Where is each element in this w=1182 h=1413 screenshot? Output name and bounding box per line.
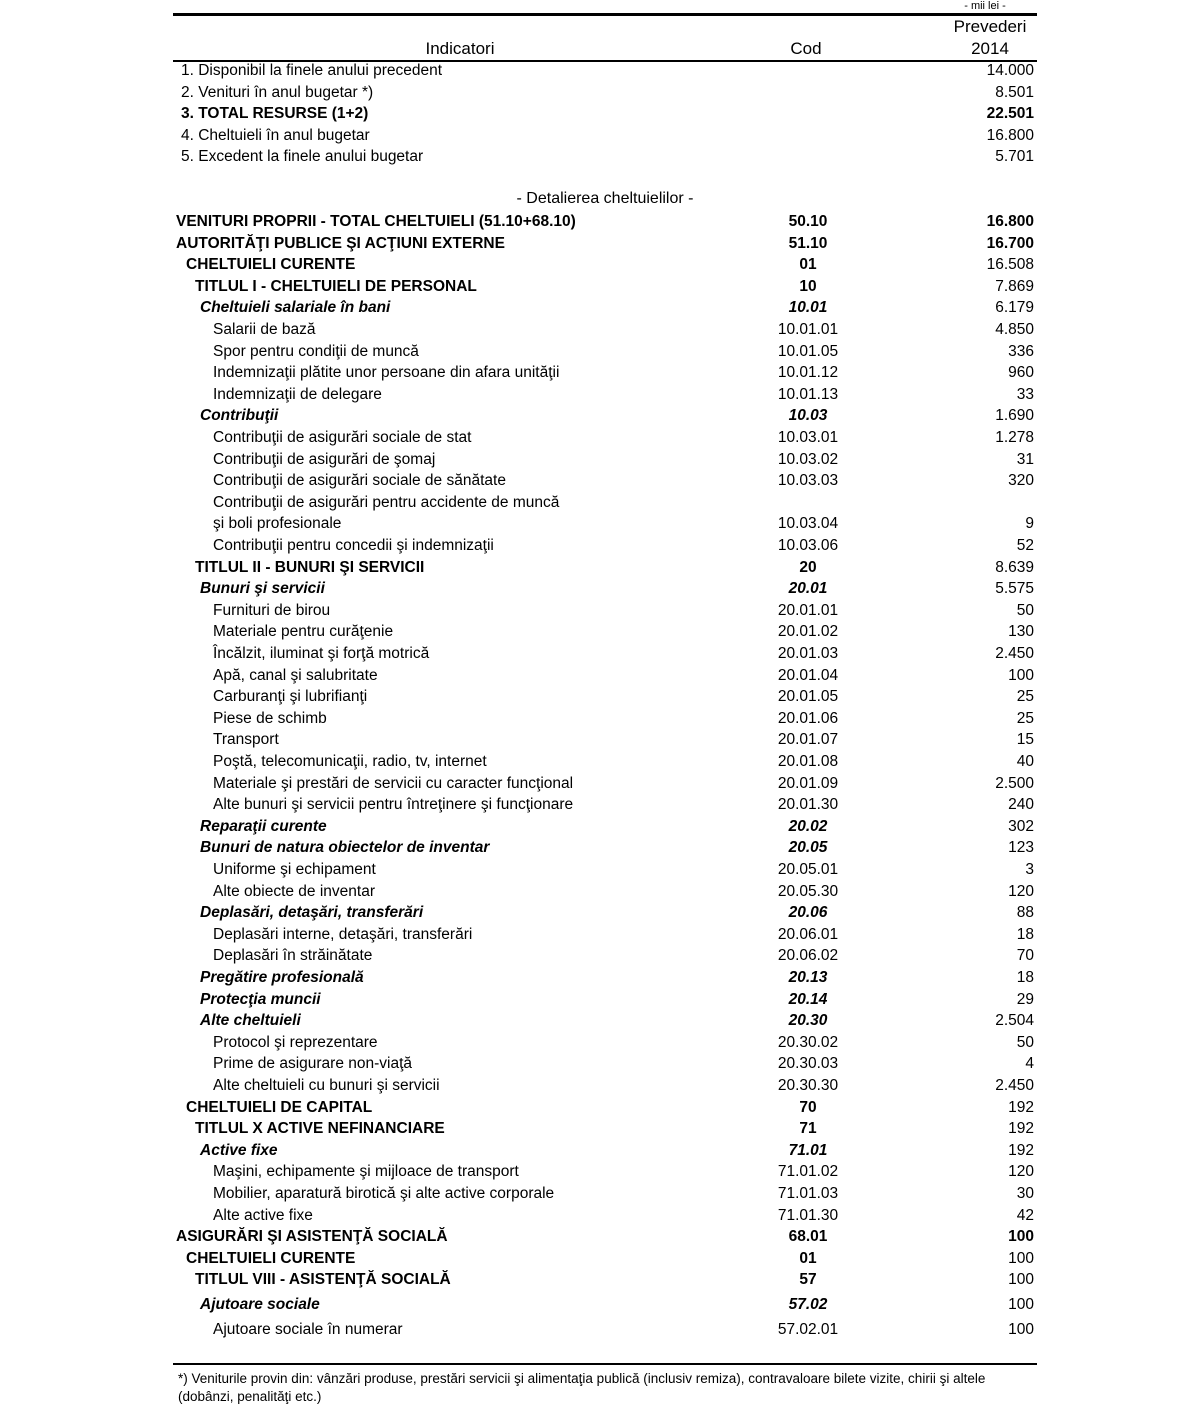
table-row (0, 1270, 1182, 1292)
row-label: Transport (213, 731, 279, 749)
row-label: Contribuţii (200, 407, 279, 425)
row-label: şi boli profesionale (213, 515, 342, 533)
row-value: 18 (1016, 969, 1034, 986)
row-label: 4. Cheltuieli în anul bugetar (181, 126, 370, 144)
row-label: Reparaţii curente (200, 817, 327, 835)
table-row (0, 558, 1182, 580)
row-value: 120 (1008, 882, 1034, 900)
table-row (0, 1054, 1182, 1076)
row-label: VENITURI PROPRII - TOTAL CHELTUIELI (51.10+68.10) (176, 213, 576, 230)
table-row (0, 1033, 1182, 1055)
table-row (0, 363, 1182, 385)
row-value: 2.504 (995, 1012, 1034, 1030)
row-value: 192 (1008, 1120, 1034, 1138)
row-code: 71.01 (788, 1141, 828, 1159)
table-row (0, 104, 1182, 126)
row-value: 31 (1016, 450, 1034, 468)
row-label: Deplasări în străinătate (213, 947, 373, 965)
row-label: Mobilier, aparatură birotică şi alte active corporale (213, 1185, 555, 1202)
table-row (0, 320, 1182, 342)
row-value: 18 (1016, 925, 1034, 943)
row-code: 20.30.02 (777, 1033, 839, 1051)
row-code: 20.01.30 (777, 796, 839, 814)
row-code: 20.05 (788, 839, 828, 857)
row-label: Deplasări, detaşări, transferări (200, 904, 424, 922)
row-label: Materiale şi prestări de servicii cu caracter funcţional (213, 774, 574, 792)
row-label: Carburanţi şi lubrifianţi (213, 688, 368, 706)
row-code: 20.01.08 (777, 753, 839, 770)
row-code: 01 (799, 1249, 817, 1267)
row-code: 20.05.01 (777, 861, 839, 878)
row-value: 302 (1008, 817, 1034, 835)
table-row (0, 860, 1182, 882)
row-value: 8.639 (995, 558, 1034, 576)
row-label: Alte bunuri şi servicii pentru întreţinere şi funcţionare (213, 796, 574, 814)
row-code: 20.01.03 (777, 645, 839, 662)
table-row (0, 1076, 1182, 1098)
row-code: 10.03.01 (777, 429, 839, 446)
footnote: *) Veniturile provin din: vânzări produse, prestări servicii şi alimentaţia publică (inclusiv remiza), contravaloare bilete vizite, chirii şi altele (dobânzi, penalităţi etc.) (178, 1371, 986, 1404)
table-row (0, 601, 1182, 623)
row-label: TITLUL I - CHELTUIELI DE PERSONAL (195, 277, 477, 295)
table-row (0, 1011, 1182, 1033)
row-code: 20.01.06 (777, 709, 839, 727)
table-row (0, 903, 1182, 925)
row-code: 10.03 (788, 407, 828, 425)
table-row (0, 990, 1182, 1012)
row-value: 42 (1016, 1206, 1034, 1224)
row-value: 50 (1016, 1033, 1034, 1051)
row-code: 10.01.05 (777, 342, 839, 360)
row-label: Încălzit, iluminat şi forţă motrică (213, 645, 430, 662)
row-value: 123 (1008, 839, 1034, 857)
row-code: 20.30.03 (777, 1055, 839, 1073)
table-row (0, 817, 1182, 839)
row-label: Uniforme şi echipament (213, 861, 376, 878)
table-row (0, 406, 1182, 428)
row-value: 100 (1008, 666, 1034, 684)
unit-note: - mii lei - (964, 0, 1006, 12)
table-row (0, 234, 1182, 256)
row-value: 88 (1016, 904, 1034, 922)
row-code: 71.01.02 (777, 1163, 839, 1181)
row-code: 10.03.04 (777, 515, 839, 533)
row-code: 57 (799, 1271, 817, 1289)
bottom-rule (173, 1363, 1037, 1365)
table-row (0, 212, 1182, 234)
row-code: 20.06 (788, 904, 828, 922)
row-code: 20.13 (788, 969, 828, 986)
row-label: Prime de asigurare non-viaţă (213, 1055, 413, 1073)
row-code: 20.02 (788, 817, 828, 835)
row-label: Contribuţii de asigurări de şomaj (213, 450, 436, 468)
row-label: 3. TOTAL RESURSE (1+2) (181, 105, 369, 123)
row-label: Bunuri de natura obiectelor de inventar (200, 839, 490, 857)
header-indicators: Indicatori (425, 39, 495, 58)
table-row (0, 385, 1182, 407)
row-value: 50 (1016, 601, 1034, 619)
row-code: 20.14 (788, 990, 828, 1008)
row-label: Alte cheltuieli (200, 1012, 301, 1030)
table-row (0, 1295, 1182, 1317)
row-value: 100 (1008, 1320, 1034, 1338)
row-value: 8.501 (995, 83, 1034, 101)
table-row (0, 536, 1182, 558)
table-row (0, 687, 1182, 709)
table-row (0, 514, 1182, 536)
row-label: Ajutoare sociale (200, 1296, 320, 1313)
header-forecast-line1: Prevederi (953, 17, 1027, 36)
table-row (0, 795, 1182, 817)
section-title: - Detalierea cheltuielilor - (516, 190, 694, 207)
row-code: 20.01.01 (777, 601, 839, 619)
row-code: 01 (799, 256, 817, 274)
row-label: Protocol şi reprezentare (213, 1033, 378, 1051)
row-code: 10.01.12 (777, 364, 839, 382)
table-row (0, 255, 1182, 277)
row-label: TITLUL II - BUNURI ŞI SERVICII (195, 558, 425, 576)
table-row (0, 968, 1182, 990)
row-value: 240 (1008, 796, 1034, 814)
row-value: 320 (1008, 472, 1034, 490)
row-code: 10.01.01 (777, 321, 839, 338)
row-label: Alte obiecte de inventar (213, 882, 375, 900)
row-code: 71.01.30 (777, 1206, 839, 1224)
row-value: 16.508 (986, 256, 1034, 274)
row-label: Pregătire profesională (200, 969, 364, 986)
row-label: Contribuţii de asigurări sociale de sănătate (213, 472, 506, 490)
row-code: 68.01 (788, 1228, 828, 1246)
table-row (0, 882, 1182, 904)
row-value: 25 (1016, 688, 1034, 706)
row-label: Materiale pentru curăţenie (213, 623, 394, 641)
row-label: Deplasări interne, detaşări, transferări (213, 925, 473, 943)
row-label: TITLUL X ACTIVE NEFINANCIARE (195, 1120, 445, 1138)
table-row (0, 1249, 1182, 1271)
row-value: 29 (1016, 990, 1034, 1008)
table-row (0, 644, 1182, 666)
row-code: 10.01 (788, 299, 828, 317)
row-value: 4 (1025, 1055, 1034, 1073)
table-row (0, 1206, 1182, 1228)
row-value: 3 (1025, 861, 1034, 878)
table-row (0, 774, 1182, 796)
table-row (0, 730, 1182, 752)
row-label: Ajutoare sociale în numerar (213, 1320, 403, 1338)
row-code: 71.01.03 (777, 1185, 839, 1202)
table-row (0, 126, 1182, 148)
row-label: CHELTUIELI CURENTE (186, 1249, 356, 1267)
table-row (0, 342, 1182, 364)
row-label: Indemnizaţii de delegare (213, 385, 382, 403)
row-value: 960 (1008, 364, 1034, 382)
row-value: 100 (1008, 1271, 1034, 1289)
row-label: Indemnizaţii plătite unor persoane din afara unităţii (213, 364, 560, 382)
table-row (0, 1098, 1182, 1120)
row-label: Poştă, telecomunicaţii, radio, tv, internet (213, 753, 487, 770)
table-row (0, 1141, 1182, 1163)
row-label: Contribuţii de asigurări sociale de stat (213, 429, 472, 446)
row-label: Piese de schimb (213, 709, 327, 727)
row-value: 22.501 (986, 105, 1034, 123)
row-value: 100 (1008, 1249, 1034, 1267)
table-row (0, 622, 1182, 644)
row-label: Alte cheltuieli cu bunuri şi servicii (213, 1077, 440, 1094)
row-value: 16.800 (986, 126, 1034, 144)
table-row (0, 946, 1182, 968)
row-label: Protecţia muncii (200, 990, 321, 1008)
row-code: 51.10 (788, 234, 828, 252)
table-row (0, 450, 1182, 472)
table-row (0, 1162, 1182, 1184)
row-label: ASIGURĂRI ŞI ASISTENŢĂ SOCIALĂ (176, 1228, 448, 1246)
row-value: 5.575 (995, 580, 1034, 598)
row-value: 1.278 (995, 429, 1034, 446)
row-code: 57.02 (788, 1296, 828, 1313)
row-value: 2.450 (995, 1077, 1034, 1094)
table-row (0, 1119, 1182, 1141)
row-label: Furnituri de birou (213, 601, 331, 619)
row-code: 20.01.02 (777, 623, 839, 641)
row-value: 9 (1025, 515, 1034, 533)
row-code: 50.10 (788, 213, 828, 230)
table-row (0, 83, 1182, 105)
row-code: 20.01.05 (777, 688, 839, 706)
row-value: 40 (1016, 753, 1034, 770)
row-code: 57.02.01 (777, 1320, 839, 1338)
row-code: 20.05.30 (777, 882, 839, 900)
header-code: Cod (790, 39, 822, 58)
row-value: 2.450 (995, 645, 1034, 662)
table-row (0, 298, 1182, 320)
row-code: 10.03.03 (777, 472, 839, 490)
row-value: 4.850 (995, 321, 1034, 338)
row-label: TITLUL VIII - ASISTENŢĂ SOCIALĂ (195, 1271, 451, 1289)
table-row (0, 428, 1182, 450)
row-value: 5.701 (995, 148, 1034, 166)
row-value: 15 (1016, 731, 1034, 749)
row-label: CHELTUIELI CURENTE (186, 256, 356, 274)
row-code: 20.01 (788, 580, 828, 598)
row-value: 25 (1016, 709, 1034, 727)
row-value: 192 (1008, 1098, 1034, 1116)
top-rule (173, 13, 1037, 16)
row-label: Contribuţii de asigurări pentru accidente de muncă (213, 493, 560, 511)
row-code: 10.01.13 (777, 385, 839, 403)
row-code: 20.06.02 (777, 947, 839, 965)
row-code: 71 (799, 1120, 817, 1138)
table-row (0, 1227, 1182, 1249)
row-value: 120 (1008, 1163, 1034, 1181)
row-value: 336 (1008, 342, 1034, 360)
row-code: 20.01.09 (777, 774, 839, 792)
row-value: 100 (1008, 1228, 1034, 1246)
row-value: 7.869 (995, 277, 1034, 295)
table-row (0, 752, 1182, 774)
row-value: 33 (1016, 385, 1034, 403)
row-code: 10.03.06 (777, 537, 839, 554)
row-code: 20 (799, 558, 817, 576)
row-label: Bunuri şi servicii (200, 580, 325, 598)
table-row (0, 666, 1182, 688)
row-value: 30 (1016, 1185, 1034, 1202)
row-code: 10.03.02 (777, 450, 839, 468)
row-code: 20.01.04 (777, 666, 839, 684)
row-label: Active fixe (200, 1141, 278, 1159)
row-label: CHELTUIELI DE CAPITAL (186, 1098, 373, 1116)
row-label: 5. Excedent la finele anului bugetar (181, 148, 424, 166)
table-row (0, 838, 1182, 860)
table-row (0, 709, 1182, 731)
row-code: 20.06.01 (777, 925, 839, 943)
row-value: 2.500 (995, 774, 1034, 792)
row-label: Spor pentru condiţii de muncă (213, 342, 419, 360)
row-value: 6.179 (995, 299, 1034, 317)
row-label: Alte active fixe (213, 1206, 313, 1224)
table-row (0, 471, 1182, 493)
row-code: 20.01.07 (777, 731, 839, 749)
header-forecast-line2: 2014 (971, 39, 1009, 58)
row-label: Salarii de bază (213, 321, 316, 338)
table-row (0, 147, 1182, 169)
row-value: 70 (1016, 947, 1034, 965)
row-code: 10 (799, 277, 817, 295)
row-value: 52 (1016, 537, 1034, 554)
row-label: Apă, canal şi salubritate (213, 666, 378, 684)
table-row (0, 925, 1182, 947)
row-label: Maşini, echipamente şi mijloace de transport (213, 1163, 519, 1181)
row-code: 70 (799, 1098, 817, 1116)
table-row (0, 579, 1182, 601)
row-value: 1.690 (995, 407, 1034, 425)
row-value: 16.800 (986, 213, 1034, 230)
row-code: 20.30.30 (777, 1077, 839, 1094)
row-value: 14.000 (986, 62, 1034, 79)
row-label: 1. Disponibil la finele anului precedent (181, 62, 443, 79)
table-row (0, 61, 1182, 83)
row-label: 2. Venituri în anul bugetar *) (181, 83, 374, 101)
row-value: 100 (1008, 1296, 1034, 1313)
row-value: 192 (1008, 1141, 1034, 1159)
row-label: Contribuţii pentru concedii şi indemnizaţii (213, 537, 494, 554)
row-value: 16.700 (986, 234, 1034, 252)
table-row (0, 1184, 1182, 1206)
row-label: Cheltuieli salariale în bani (200, 299, 391, 317)
row-code: 20.30 (788, 1012, 828, 1030)
row-label: AUTORITĂŢI PUBLICE ŞI ACŢIUNI EXTERNE (176, 234, 505, 252)
table-row (0, 1320, 1182, 1342)
table-row (0, 277, 1182, 299)
row-value: 130 (1008, 623, 1034, 641)
table-row (0, 493, 1182, 515)
